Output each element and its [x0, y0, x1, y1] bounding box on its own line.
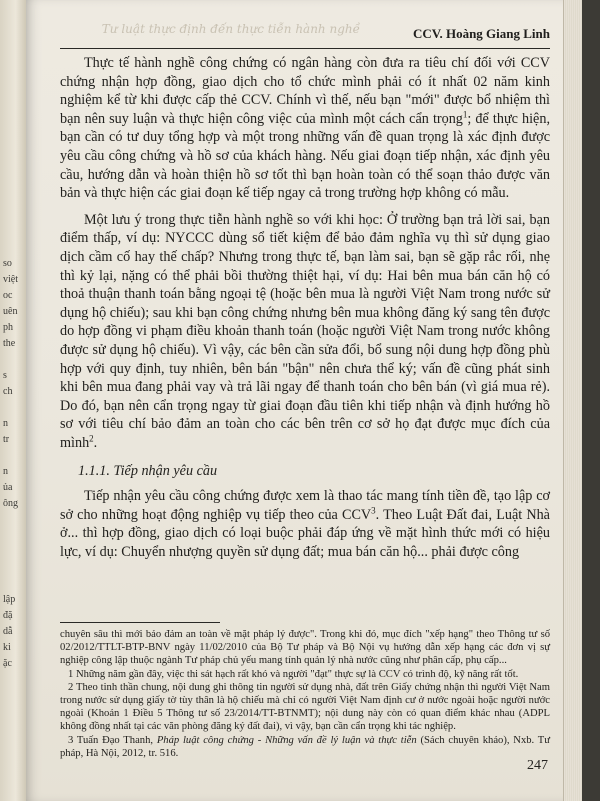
footnote-ref-1[interactable]: 1	[462, 109, 468, 120]
left-page-fragment: việt	[3, 274, 18, 285]
left-page-fragment: s	[3, 370, 7, 381]
paragraph-1-text: Thực tế hành nghề công chứng có ngân hàng còn đưa ra tiêu chí đối với CCV chứng nhận hợp đồng, giao dịch cho tổ chức mình phải có ít nhất 02 năm kinh nghiệm kể từ khi được cấp thẻ CCV. Chính vì thế, nếu bạn "mới" được bổ nhiệm thì bạn nên suy luận và thực hiện công việc của mình một cách cẩn trọng	[60, 55, 550, 127]
left-page-fragment: ặc	[3, 658, 12, 669]
left-page-fragment: ông	[3, 498, 18, 509]
section-title: 1.1.1. Tiếp nhận yêu cầu	[78, 463, 218, 480]
left-page-fragment: uên	[3, 306, 18, 317]
left-page-fragment: ki	[3, 642, 11, 653]
footnote-3-author: 3 Tuấn Đạo Thanh,	[68, 734, 157, 746]
paragraph-1-rest: ; để thực hiện, bạn cần có tư duy tổng hợp và một trong những vấn đề quan trọng là xác định được yêu cầu công chứng và hồ sơ của khách hàng. Nếu giai đoạn tiếp nhận, xác định yêu cầu, hướng dẫn và hoàn thiện hồ sơ tốt thì bạn hoàn toàn có thể soạn thảo được văn bản và thực hiện các giai đoạn kế tiếp ngay cả trong trường hợp không có mẫu.	[60, 110, 550, 202]
left-page-fragment: n	[3, 466, 8, 477]
footnotes	[60, 628, 550, 760]
running-header	[60, 20, 550, 49]
left-page-fragment: tr	[3, 434, 10, 445]
footnote-3	[60, 734, 550, 760]
left-page-fragment: ủa	[3, 482, 13, 493]
footnote-1: 1 Những năm gần đây, việc thi sát hạch rất khó và người "đạt" thực sự là CCV có trình độ, kỹ năng rất tốt.	[68, 668, 519, 680]
footnote-2: 2 Theo tinh thần chung, nội dung ghi thông tin người sử dụng nhà, đất trên Giấy chứng nhận thì người Việt Nam trong nước sử dụng giấy tờ tùy thân là hộ chiếu mà chỉ có người Việt Nam định cư ở nước ngoài hoặc người nước ngoài (Khoản 1 Điều 5 Thông tư số 23/2014/TT-BTNMT); nội dung này còn có quan điểm khác nhau (ADPL không đồng nhất tại các văn phòng đăng ký đất đai), vì vậy, bạn cần cẩn trọng khi tác nghiệp.	[60, 681, 550, 733]
footnote-ref-3[interactable]: 3	[371, 504, 376, 515]
left-page-fragment: so	[3, 258, 12, 269]
footnote-3-title: Pháp luật công chứng - Những vấn đề lý luận và thực tiễn	[156, 734, 417, 746]
left-page-fragment: dẫ	[3, 626, 13, 637]
footnote-3-publisher: (Sách chuyên khảo), Nxb. Tư pháp, Hà Nội, 2012, tr. 516.	[60, 734, 551, 759]
header-author: CCV. Hoàng Giang Linh	[412, 26, 550, 41]
footnote-ref-2[interactable]: 2	[89, 433, 94, 444]
show-through-header-text: Tư luật thực định đến thực tiễn hành nghề	[101, 22, 360, 36]
page-edges	[563, 0, 582, 801]
paragraph-2	[60, 211, 550, 453]
footnote-divider	[60, 622, 220, 623]
left-page-fragment: lập	[3, 594, 16, 605]
paragraph-3-rest: . Theo Luật Đất đai, Luật Nhà ở... thì hợp đồng, giao dịch có loại buộc phải đáp ứng về mặt hình thức mới có hiệu lực, ví dụ: Chuyển nhượng quyền sử dụng đất; mua bán căn hộ... phải được công	[60, 506, 550, 560]
page-number: 247	[527, 758, 548, 773]
book-page	[26, 0, 582, 801]
footnote-continued: chuyên sâu thì mới bảo đảm an toàn về mặt pháp lý được". Trong khi đó, mục đích "xếp hạng" theo Thông tư số 02/2012/TTLT-BTP-BNV ngày 11/02/2010 của Bộ Tư pháp và Bộ Nội vụ hướng dẫn xếp hạng các đơn vị sự nghiệp công lập thuộc ngành Tư pháp chủ yếu mang tính quản lý nhà nước cũng như phân cấp, phụ cấp...	[60, 629, 550, 667]
adjacent-page-strip	[0, 0, 26, 801]
left-page-fragment: oc	[3, 290, 13, 301]
left-page-fragment: ch	[3, 386, 13, 397]
paragraph-2-end: .	[93, 434, 98, 451]
left-page-fragment: đặ	[3, 610, 13, 621]
main-text	[60, 54, 550, 561]
left-page-fragment: ph	[3, 322, 13, 333]
paragraph-2-text: Một lưu ý trong thực tiễn hành nghề so với khi học: Ở trường bạn trả lời sai, bạn điểm thấp, ví dụ: NYCCC dùng sổ tiết kiệm để bảo đảm nghĩa vụ thì sử dụng giao dịch cầm cố hay thế chấp? Nhưng trong thực tế, bạn làm sai, bạn sẽ gặp rắc rối, nhẹ thì kỷ lại, nặng có thể phải bồi thường thiệt hại, ví dụ: Hai bên mua bán căn hộ có thoả thuận thanh toán bằng ngoại tệ (hoặc bên mua là người Việt Nam trong nước sử dụng hộ chiếu); sau khi bạn công chứng nhưng bên mua không đăng ký sang tên được do hợp đồng vi phạm điều khoản thanh toán (hoặc người Việt Nam trong nước không được sử dụng hộ chiếu). Vì vậy, các bên cần sửa đổi, bổ sung nội dung hợp đồng phù hợp với quy định, tuy nhiên, bên bán "bận" nên chưa thể ký; vấn đề cũng phát sinh khi bên mua đang phải vay và trả lãi ngay để thanh toán cho bên bán (vì giá mua rẻ). Do đó, bạn nên cẩn trọng ngay từ giai đoạn đầu tiên khi tiếp nhận và định hướng hồ sơ với tiêu chí bảo đảm an toàn cho các bên trên cơ sở họ đạt được mục đích của mình	[60, 211, 550, 451]
left-page-fragment: the	[3, 338, 16, 349]
paragraph-3-text: Tiếp nhận yêu cầu công chứng được xem là thao tác mang tính tiền đề, tạo lập cơ sở cho những hoạt động nghiệp vụ tiếp theo của CCV	[60, 488, 550, 523]
left-page-fragment: n	[3, 418, 8, 429]
paragraph-1	[60, 54, 550, 203]
paragraph-3	[60, 487, 550, 561]
